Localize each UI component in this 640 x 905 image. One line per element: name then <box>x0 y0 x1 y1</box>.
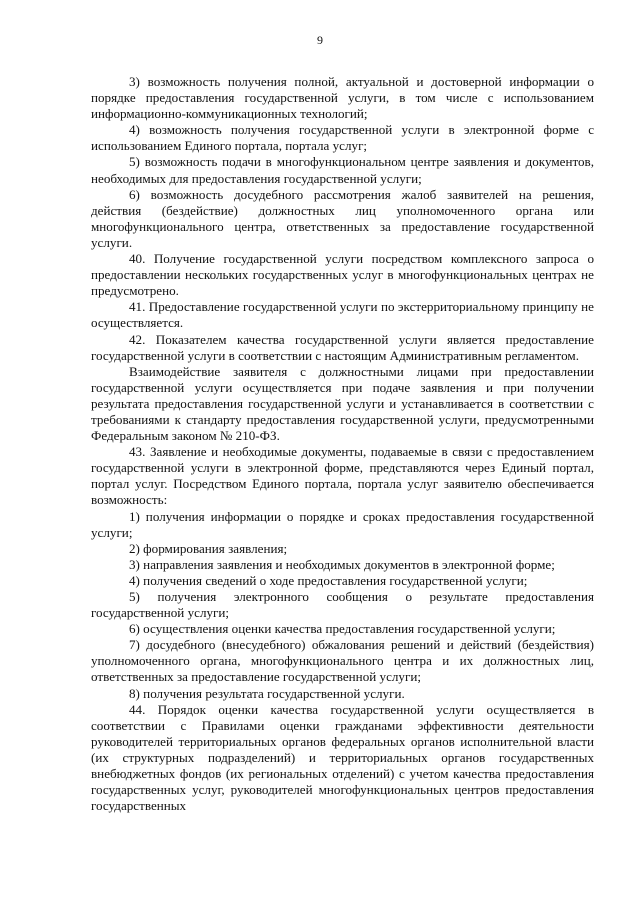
paragraph-clause-43: 43. Заявление и необходимые документы, подаваемые в связи с предоставлением государственной услуги в электронной форме, представляются через Единый портал, портал услуг. Посредством Единого портала, портала услуг заявителю обеспечивается возможность: <box>91 444 594 508</box>
list-item-4-progress-info: 4) получения сведений о ходе предоставления государственной услуги; <box>129 572 528 588</box>
paragraph-interaction: Взаимодействие заявителя с должностными лицами при предоставлении государственной услуги осуществляется при подаче заявления и при получении результата предоставления государственной услуги и устанавливается в соответствии с требованиями к стандарту предоставления государственной услуги, предусмотренными Федеральным законом № 210-ФЗ. <box>91 363 594 444</box>
paragraph-item-3-info-access: 3) возможность получения полной, актуальной и достоверной информации о порядке предоставления государственной услуги, в том числе с использованием информационно-коммуникационных технологий; <box>91 74 594 122</box>
list-item-3-sending-documents: 3) направления заявления и необходимых документов в электронной форме; <box>129 556 555 572</box>
list-item-7-appeal: 7) досудебного (внесудебного) обжалования решений и действий (бездействия) уполномоченного органа, многофункционального центра и их должностных лиц, ответственных за предоставление государственной услуги; <box>91 637 594 685</box>
paragraph-item-4-electronic-form: 4) возможность получения государственной услуги в электронной форме с использованием Единого портала, портала услуг; <box>91 122 594 154</box>
list-item-8-result: 8) получения результата государственной услуги. <box>129 685 405 701</box>
paragraph-clause-41: 41. Предоставление государственной услуги по экстерриториальному принципу не осуществляется. <box>91 299 594 331</box>
list-item-1-information: 1) получения информации о порядке и сроках предоставления государственной услуги; <box>91 508 594 540</box>
paragraph-clause-42: 42. Показателем качества государственной услуги является предоставление государственной услуги в соответствии с настоящим Административным регламентом. <box>91 331 594 363</box>
paragraph-item-5-mfc-submission: 5) возможность подачи в многофункциональном центре заявления и документов, необходимых для предоставления государственной услуги; <box>91 154 594 186</box>
document-body <box>91 74 594 814</box>
paragraph-clause-44: 44. Порядок оценки качества государственной услуги осуществляется в соответствии с Правилами оценки гражданами эффективности деятельности руководителей территориальных органов федеральных органов исполнительной власти (их структурных подразделений) и территориальных органов государственных внебюджетных фондов (их региональных отделений) с учетом качества предоставления государственных услуг, руководителей многофункциональных центров предоставления государственных <box>91 701 594 814</box>
list-item-6-quality-assessment: 6) осуществления оценки качества предоставления государственной услуги; <box>129 621 556 637</box>
paragraph-item-6-pretrial-complaints: 6) возможность досудебного рассмотрения жалоб заявителей на решения, действия (бездействие) должностных лиц уполномоченного органа или многофункционального центра, ответственных за предоставление государственной услуги. <box>91 186 594 250</box>
list-item-2-application-forming: 2) формирования заявления; <box>129 540 288 556</box>
list-item-5-result-message: 5) получения электронного сообщения о результате предоставления государственной услуги; <box>91 589 594 621</box>
paragraph-clause-40: 40. Получение государственной услуги посредством комплексного запроса о предоставлении нескольких государственных услуг в многофункциональных центрах не предусмотрено. <box>91 251 594 299</box>
page-number: 9 <box>317 33 323 47</box>
